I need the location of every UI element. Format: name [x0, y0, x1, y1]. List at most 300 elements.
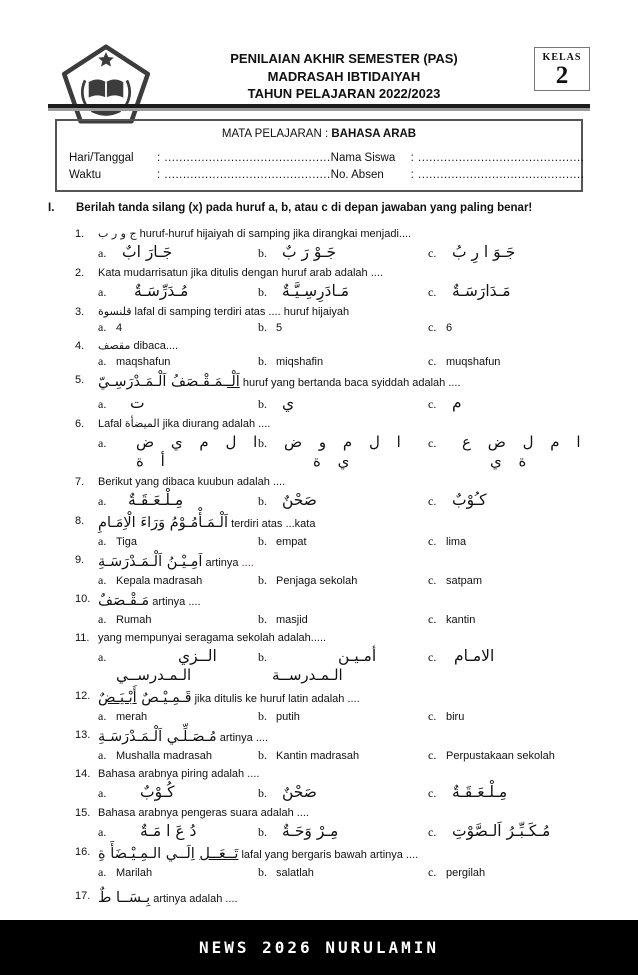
option-label: c. — [428, 246, 437, 260]
option-c — [428, 393, 602, 413]
option-label: b. — [258, 285, 267, 299]
option-line — [428, 865, 602, 880]
footer-watermark: NEWS 2026 NURULAMIN — [198, 938, 440, 957]
option-line — [428, 646, 602, 666]
option-value: 4 — [116, 322, 123, 334]
option-value: kantin — [446, 614, 476, 626]
option-label: a. — [98, 320, 107, 334]
option-line — [428, 821, 602, 841]
option-label: c. — [428, 825, 437, 839]
title-line-2: MADRASAH IBTIDAIYAH — [267, 68, 421, 84]
question-text-part: Berikut yang dibaca kuubun adalah .... — [98, 476, 286, 488]
option-value: Perpustakaan sekolah — [446, 750, 555, 762]
option-label: a. — [98, 246, 107, 260]
option-label: c. — [428, 436, 437, 450]
option-label: a. — [98, 573, 107, 587]
option-line — [98, 821, 258, 841]
question-number: 10. — [75, 593, 91, 605]
option-line — [428, 320, 602, 335]
options-row — [98, 320, 602, 335]
option-label: c. — [428, 612, 437, 626]
question-row — [75, 553, 602, 588]
option-b — [258, 709, 428, 724]
option-b — [258, 612, 428, 627]
option-line — [258, 821, 428, 841]
option-label: a. — [98, 825, 107, 839]
option-a — [98, 242, 258, 262]
option-value: صَحْنٌ — [282, 783, 317, 801]
question-text-part: huruf-huruf hijaiyah di samping jika dirangkai menjadi.... — [136, 228, 412, 240]
class-value: 2 — [555, 62, 569, 89]
option-line — [98, 393, 258, 413]
option-c — [428, 782, 602, 802]
question-body — [98, 767, 602, 802]
options-row — [98, 821, 602, 841]
option-value: lima — [446, 536, 467, 548]
question-text-part: terdiri atas ...kata — [228, 518, 316, 530]
option-b — [258, 782, 428, 802]
title-line-3: TAHUN PELAJARAN 2022/2023 — [247, 86, 441, 101]
subject-value: BAHASA ARAB — [331, 128, 417, 140]
option-a — [98, 821, 258, 841]
option-value: مَـدَارَسَـةٌ — [452, 282, 511, 300]
subject-line — [69, 128, 569, 140]
option-value: muqshafun — [446, 356, 501, 368]
option-label: b. — [258, 748, 267, 762]
arabic-text — [98, 553, 202, 572]
kemenag-logo-icon — [58, 44, 154, 124]
options-row — [98, 612, 602, 627]
options-row — [98, 646, 602, 685]
arabic-word: قلنسوة — [98, 305, 132, 318]
option-line — [428, 748, 602, 763]
option-label: b. — [258, 494, 267, 508]
option-value: مِـلْـعَـقَـةٌ — [128, 491, 184, 509]
arabic-underlined-word: تَــعَــل — [199, 846, 239, 862]
option-value: مُـدَرِّسَـةٌ — [134, 282, 189, 300]
arabic-text — [98, 227, 137, 241]
question-body — [98, 592, 602, 627]
options-row — [98, 534, 602, 549]
option-c — [428, 281, 602, 301]
question-body — [98, 305, 602, 335]
option-line — [258, 748, 428, 763]
option-line — [258, 646, 428, 666]
question-text — [98, 689, 602, 708]
option-c — [428, 821, 602, 841]
field-blank: : ............................................. — [410, 152, 585, 164]
option-line — [98, 534, 258, 549]
option-line — [258, 534, 428, 549]
question-number: 4. — [75, 340, 85, 352]
question-text — [98, 266, 602, 280]
option-line — [98, 354, 258, 369]
option-label: c. — [428, 285, 437, 299]
arabic-word: ج و ر ب — [98, 227, 137, 240]
question-number: 11. — [75, 632, 90, 644]
arabic-text — [98, 889, 150, 908]
option-line — [258, 354, 428, 369]
question-number: 2. — [75, 267, 85, 279]
question-body — [98, 266, 602, 301]
option-value: masjid — [276, 614, 308, 626]
option-a — [98, 709, 258, 724]
question-text — [98, 305, 602, 319]
option-b — [258, 490, 428, 510]
option-a — [98, 393, 258, 413]
option-line — [428, 782, 602, 802]
option-value: pergilah — [446, 867, 486, 879]
question-text — [98, 631, 602, 645]
question-row — [75, 339, 602, 369]
option-line — [98, 281, 258, 301]
option-c — [428, 320, 602, 335]
question-number: 3. — [75, 306, 85, 318]
option-value: جَـارَ ابٌ — [122, 243, 173, 261]
question-number: 15. — [75, 807, 91, 819]
question-text — [98, 889, 602, 908]
arabic-text — [98, 845, 238, 864]
question-text — [98, 767, 602, 781]
question-body — [98, 339, 602, 369]
option-a — [98, 748, 258, 763]
option-line — [258, 242, 428, 262]
field-label: No. Absen — [330, 169, 384, 181]
question-text — [98, 475, 602, 489]
question-text — [98, 417, 602, 431]
arabic-text — [98, 339, 130, 353]
option-line — [98, 709, 258, 724]
option-c — [428, 748, 602, 763]
section-numeral: I. — [48, 202, 55, 214]
question-body — [98, 728, 602, 763]
option-b — [258, 320, 428, 335]
question-row — [75, 806, 602, 841]
option-b — [258, 432, 428, 471]
option-value: مِـلْـعَـقَـةٌ — [452, 783, 508, 801]
option-value-line2: الـمـدرســي — [116, 666, 192, 684]
question-number: 13. — [75, 729, 91, 741]
option-label: c. — [428, 709, 437, 723]
question-text — [98, 806, 602, 820]
arabic-word: الميضأة — [124, 417, 160, 430]
question-text-part: Kata mudarrisatun jika ditulis dengan huruf arab adalah .... — [98, 267, 383, 279]
option-c — [428, 490, 602, 510]
option-a — [98, 320, 258, 335]
option-b — [258, 354, 428, 369]
option-value: biru — [446, 711, 465, 723]
option-label: a. — [98, 534, 107, 548]
option-label: c. — [428, 494, 437, 508]
arabic-text — [125, 417, 160, 431]
option-line — [258, 573, 428, 588]
option-line — [98, 865, 258, 880]
option-b — [258, 646, 428, 685]
question-text-part: artinya .... — [149, 596, 201, 608]
option-label: c. — [428, 786, 437, 800]
option-value-line2: ة ي — [490, 452, 527, 470]
option-label: a. — [98, 397, 107, 411]
option-c — [428, 242, 602, 262]
arabic-word: بِـسَــا طٌ — [98, 890, 151, 906]
option-line — [258, 281, 428, 301]
question-row — [75, 475, 602, 510]
option-value: ي — [282, 394, 295, 412]
info-right-column — [331, 147, 585, 181]
arabic-word: اَمِـيْـنُ اَلْـمَـدْرَسَـةِ — [98, 554, 203, 570]
arabic-text — [98, 373, 240, 392]
option-value: كُـوْبٌ — [140, 783, 175, 801]
question-body — [98, 889, 602, 909]
option-b — [258, 821, 428, 841]
question-body — [98, 373, 602, 413]
option-line — [98, 432, 258, 452]
question-text-part: artinya .... — [216, 732, 269, 744]
question-text-part: lafal di samping terdiri atas .... huruf hijaiyah — [131, 306, 350, 318]
option-line — [428, 432, 602, 452]
option-value: empat — [276, 536, 307, 548]
question-list — [75, 227, 602, 913]
option-line — [98, 490, 258, 510]
option-label: c. — [428, 650, 437, 664]
question-row — [75, 417, 602, 471]
option-a — [98, 534, 258, 549]
question-text-part: lafal yang bergaris bawah artinya .... — [238, 849, 419, 861]
option-line — [428, 393, 602, 413]
question-number: 7. — [75, 476, 85, 488]
option-label: b. — [258, 246, 267, 260]
option-label: b. — [258, 709, 267, 723]
options-row — [98, 573, 602, 588]
field-label: Waktu — [69, 169, 102, 181]
arabic-underlined-word: اَلْـ — [227, 374, 240, 390]
answer-dots-red: .... — [241, 557, 254, 569]
option-label: b. — [258, 573, 267, 587]
option-line — [98, 646, 258, 666]
option-value: ا ل م ي ض — [136, 433, 258, 451]
option-line — [428, 534, 602, 549]
field-hari-tanggal — [69, 152, 331, 164]
arabic-text — [98, 305, 131, 319]
question-text-part: jika ditulis ke huruf latin adalah .... — [191, 693, 360, 705]
title-line-1: PENILAIAN AKHIR SEMESTER (PAS) — [230, 51, 458, 66]
option-label: a. — [98, 650, 107, 664]
option-line — [98, 612, 258, 627]
option-label: b. — [258, 354, 267, 368]
option-value: ا م ل ض ع — [462, 433, 581, 451]
option-label: b. — [258, 397, 267, 411]
option-line — [258, 320, 428, 335]
option-value: miqshafin — [276, 356, 324, 368]
option-line — [258, 490, 428, 510]
option-b — [258, 281, 428, 301]
option-value: مُـكَـبِّـرُ اَلـصَّوْتِ — [452, 822, 551, 840]
question-text — [98, 845, 602, 864]
question-row — [75, 889, 602, 909]
options-row — [98, 748, 602, 763]
question-row — [75, 592, 602, 627]
question-text-part: artinya adalah .... — [150, 893, 238, 905]
option-line — [258, 865, 428, 880]
question-number: 16. — [75, 846, 91, 858]
option-label: c. — [428, 573, 437, 587]
info-left-column — [69, 147, 331, 181]
arabic-text — [98, 514, 228, 533]
arabic-text — [98, 689, 192, 708]
question-body — [98, 227, 602, 262]
options-row — [98, 782, 602, 802]
option-value: ا ل م و ض — [284, 433, 401, 451]
option-label: a. — [98, 494, 107, 508]
option-line — [98, 320, 258, 335]
option-label: a. — [98, 748, 107, 762]
option-value-line2: الـمـدرســة — [272, 666, 343, 684]
question-text — [98, 514, 602, 533]
option-label: c. — [428, 397, 437, 411]
option-line — [428, 354, 602, 369]
option-label: b. — [258, 650, 267, 664]
question-text-part: dibaca.... — [130, 340, 179, 352]
question-text-part: artinya — [202, 557, 242, 569]
option-line — [98, 242, 258, 262]
option-value: Kepala madrasah — [116, 575, 203, 587]
option-line — [98, 573, 258, 588]
question-text-part: Bahasa arabnya pengeras suara adalah .... — [98, 807, 309, 819]
question-row — [75, 631, 602, 685]
option-c — [428, 432, 602, 471]
option-value-line2: ي ة — [313, 452, 350, 470]
option-c — [428, 573, 602, 588]
question-row — [75, 266, 602, 301]
exam-title — [154, 44, 534, 103]
option-value: صَحْنٌ — [282, 491, 317, 509]
option-label: b. — [258, 786, 267, 800]
option-value: مَـادَرِسِـيَّـةٌ — [282, 282, 350, 300]
option-a — [98, 354, 258, 369]
option-line — [98, 748, 258, 763]
question-text-part: Bahasa arabnya piring adalah .... — [98, 768, 260, 780]
options-row — [98, 432, 602, 471]
arabic-word: مُـصَـلِّـي اَلْـمَـدْرَسَـةِ — [98, 729, 217, 745]
question-number: 9. — [75, 554, 85, 566]
option-value: salatlah — [276, 867, 314, 879]
option-value: مِـرْ وَحَـةٌ — [282, 822, 339, 840]
field-label: Hari/Tanggal — [69, 152, 134, 164]
options-row — [98, 354, 602, 369]
option-value: 5 — [276, 322, 283, 334]
question-body — [98, 475, 602, 510]
question-body — [98, 845, 602, 880]
question-body — [98, 689, 602, 724]
question-number: 6. — [75, 418, 85, 430]
options-row — [98, 865, 602, 880]
field-blank: : ............................................. — [410, 169, 585, 181]
question-row — [75, 689, 602, 724]
question-number: 8. — [75, 515, 85, 527]
option-a — [98, 646, 258, 685]
arabic-word: اِلَــي الـمِـيْـضَأَ ةِ — [98, 846, 200, 862]
question-row — [75, 514, 602, 549]
option-a — [98, 782, 258, 802]
class-box — [534, 47, 590, 91]
option-label: c. — [428, 865, 437, 879]
arabic-word: مقصف — [98, 339, 131, 352]
option-a — [98, 281, 258, 301]
question-text-part: jika diurang adalah .... — [159, 418, 271, 430]
option-label: a. — [98, 436, 107, 450]
question-body — [98, 806, 602, 841]
option-value: 6 — [446, 322, 453, 334]
question-number: 14. — [75, 768, 91, 780]
question-text — [98, 592, 602, 611]
option-label: a. — [98, 285, 107, 299]
option-c — [428, 354, 602, 369]
option-c — [428, 865, 602, 880]
section-instruction: Berilah tanda silang (x) pada huruf a, b, atau c di depan jawaban yang paling benar! — [76, 202, 533, 214]
option-line — [428, 490, 602, 510]
option-line — [258, 393, 428, 413]
option-a — [98, 612, 258, 627]
question-text — [98, 339, 602, 353]
question-number: 1. — [75, 228, 85, 240]
arabic-underlined-word: أَبْـيَـضٌ — [98, 690, 137, 706]
option-value: Kantin madrasah — [276, 750, 360, 762]
option-value: أمـيـن — [338, 647, 377, 665]
option-value: ت — [130, 394, 145, 412]
option-value: maqshafun — [116, 356, 171, 368]
field-no-absen — [331, 169, 585, 181]
option-line — [258, 709, 428, 724]
option-line — [258, 432, 428, 452]
option-line — [428, 573, 602, 588]
option-c — [428, 709, 602, 724]
option-b — [258, 573, 428, 588]
options-row — [98, 490, 602, 510]
option-label: a. — [98, 865, 107, 879]
question-text — [98, 553, 602, 572]
option-line — [428, 242, 602, 262]
field-blank: : ............................................. — [157, 152, 331, 164]
question-text — [98, 728, 602, 747]
subject-label: MATA PELAJARAN : — [221, 128, 329, 140]
question-text-part: Lafal — [98, 418, 125, 430]
option-a — [98, 573, 258, 588]
option-a — [98, 490, 258, 510]
option-label: b. — [258, 436, 267, 450]
option-label: b. — [258, 865, 267, 879]
option-label: a. — [98, 786, 107, 800]
options-row — [98, 709, 602, 724]
option-line — [428, 281, 602, 301]
field-waktu — [69, 169, 331, 181]
option-label: b. — [258, 534, 267, 548]
question-text — [98, 373, 602, 392]
option-value: Marilah — [116, 867, 153, 879]
option-value: الــزي — [178, 647, 217, 665]
option-value: putih — [276, 711, 300, 723]
option-value-line2: أ ة — [136, 452, 165, 470]
option-line — [428, 612, 602, 627]
question-text — [98, 227, 602, 241]
arabic-word: ـمَـقْـصَفُ اَلْـمَـدْرَسِـيّ — [98, 374, 228, 390]
question-row — [75, 845, 602, 880]
arabic-word: قَـمِـيْـصٌ — [136, 690, 192, 706]
option-b — [258, 534, 428, 549]
class-label: KELAS — [542, 52, 582, 63]
header — [58, 44, 590, 124]
option-label: c. — [428, 534, 437, 548]
option-a — [98, 432, 258, 471]
